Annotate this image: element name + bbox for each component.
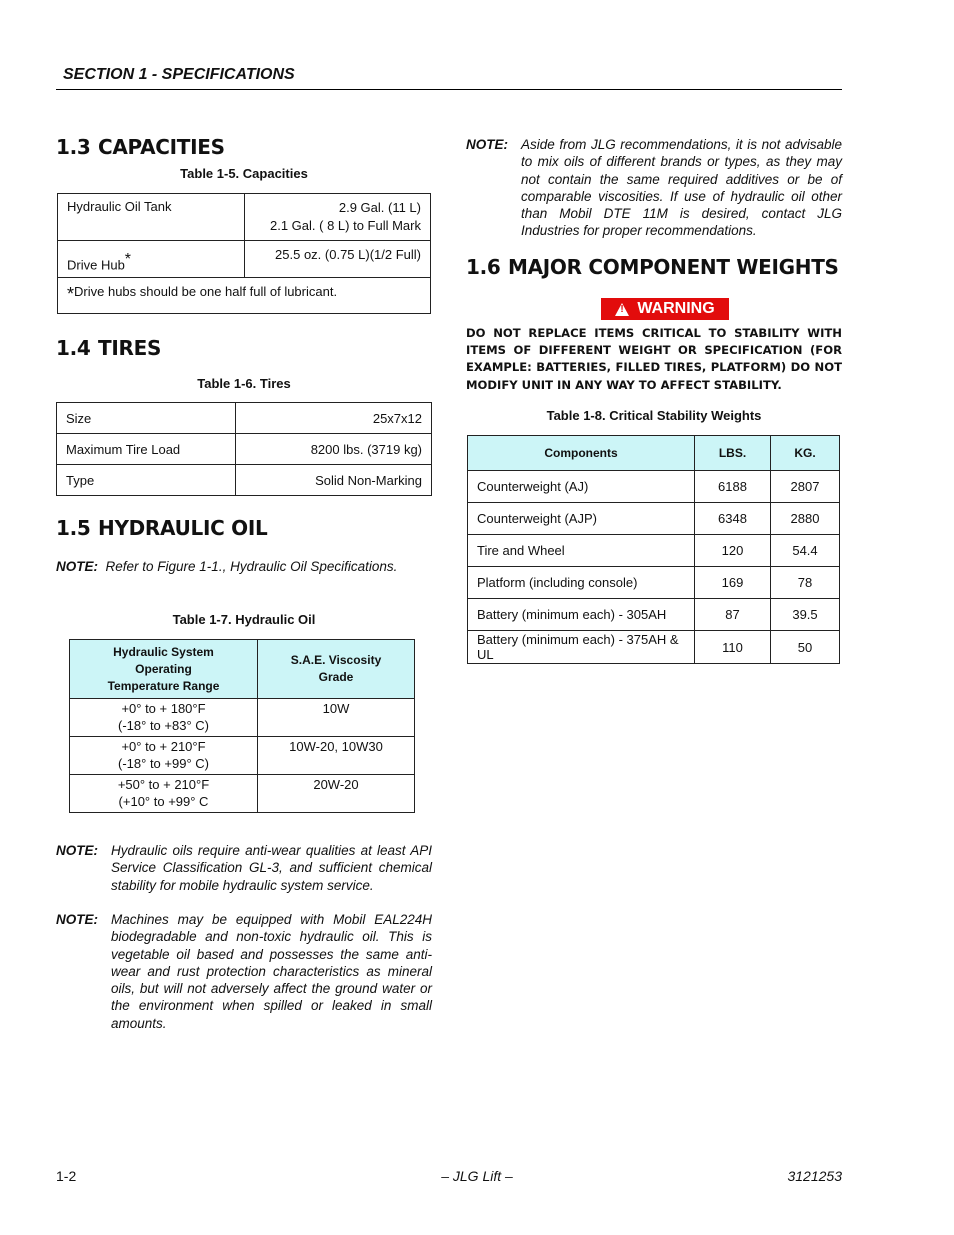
table-row — [468, 535, 840, 567]
heading-capacities — [56, 135, 225, 159]
table-row — [70, 737, 415, 775]
tire-label: Size — [57, 403, 236, 434]
note-label: NOTE: — [56, 843, 98, 858]
header-line: Temperature Range — [107, 678, 220, 693]
tire-label: Maximum Tire Load — [57, 434, 236, 465]
temp-range — [70, 737, 258, 775]
note-text: Refer to Figure 1-1., Hydraulic Oil Specifications. — [105, 559, 398, 574]
header-components: Components — [468, 436, 695, 471]
table-header-row — [468, 436, 840, 471]
note-biodegradable-oil — [56, 911, 432, 1032]
weight-lbs: 6188 — [695, 471, 771, 503]
weight-kg: 39.5 — [771, 599, 840, 631]
viscosity-grade: 20W-20 — [258, 775, 415, 813]
weight-kg: 50 — [771, 631, 840, 664]
cap-value-line: 2.1 Gal. ( 8 L) to Full Mark — [270, 218, 421, 233]
range-line: (-18° to +99° C) — [118, 756, 209, 771]
weight-kg: 54.4 — [771, 535, 840, 567]
header-temp-range — [70, 640, 258, 699]
component-name: Battery (minimum each) - 305AH — [468, 599, 695, 631]
table-row — [57, 434, 432, 465]
table-row — [468, 503, 840, 535]
component-name: Tire and Wheel — [468, 535, 695, 567]
note-api-classification — [56, 842, 432, 894]
table-row — [57, 403, 432, 434]
note-label: NOTE: — [56, 559, 98, 574]
component-name: Battery (minimum each) - 375AH & UL — [468, 631, 695, 664]
warning-banner — [601, 298, 729, 320]
table-row — [70, 775, 415, 813]
capacities-table — [57, 193, 431, 314]
heading-text: HYDRAULIC OIL — [98, 516, 268, 540]
table-caption-hydraulic-oil: Table 1-7. Hydraulic Oil — [172, 612, 316, 627]
hydraulic-oil-table — [69, 639, 415, 813]
range-line: +0° to + 210°F — [121, 739, 206, 754]
weight-kg: 78 — [771, 567, 840, 599]
table-row — [70, 699, 415, 737]
section-header: SECTION 1 - SPECIFICATIONS — [63, 66, 295, 83]
warning-triangle-icon — [615, 303, 629, 316]
viscosity-grade: 10W-20, 10W30 — [258, 737, 415, 775]
heading-text: MAJOR COMPONENT WEIGHTS — [508, 255, 839, 279]
table-row — [58, 278, 431, 314]
star-marker: * — [67, 284, 75, 305]
table-caption-stability-weights: Table 1-8. Critical Stability Weights — [546, 408, 762, 423]
viscosity-grade: 10W — [258, 699, 415, 737]
heading-hydraulic-oil — [56, 516, 267, 540]
heading-text: TIRES — [98, 336, 162, 360]
temp-range — [70, 775, 258, 813]
weight-kg: 2807 — [771, 471, 840, 503]
weight-lbs: 120 — [695, 535, 771, 567]
header-line: Operating — [135, 661, 192, 676]
header-kg: KG. — [771, 436, 840, 471]
tires-table — [56, 402, 432, 496]
table-row — [58, 194, 431, 241]
star-marker: * — [124, 251, 132, 268]
tire-label: Type — [57, 465, 236, 496]
range-line: +50° to + 210°F — [117, 777, 210, 792]
table-row — [468, 567, 840, 599]
page-number: 1-2 — [56, 1168, 77, 1184]
cap-value: 25.5 oz. (0.75 L)(1/2 Full) — [245, 241, 431, 278]
footer-title: – JLG Lift – — [441, 1168, 513, 1184]
warning-label: WARNING — [637, 300, 715, 317]
note-label: NOTE: — [56, 912, 98, 927]
weight-lbs: 6348 — [695, 503, 771, 535]
header-line: Grade — [318, 670, 354, 684]
heading-number: 1.6 — [466, 255, 501, 279]
document-number: 3121253 — [787, 1168, 842, 1184]
cap-value — [245, 194, 431, 241]
note-label: NOTE: — [466, 137, 508, 152]
component-name: Platform (including console) — [468, 567, 695, 599]
range-line: (-18° to +83° C) — [118, 718, 209, 733]
component-name: Counterweight (AJ) — [468, 471, 695, 503]
table-caption-capacities: Table 1-5. Capacities — [180, 166, 308, 181]
table-caption-tires: Table 1-6. Tires — [197, 376, 291, 391]
heading-number: 1.5 — [56, 516, 91, 540]
tire-value: 25x7x12 — [236, 403, 432, 434]
weight-lbs: 87 — [695, 599, 771, 631]
heading-number: 1.4 — [56, 336, 91, 360]
cap-label: Hydraulic Oil Tank — [58, 194, 245, 241]
heading-tires — [56, 336, 161, 360]
table-row — [468, 599, 840, 631]
note-mixing-oils — [466, 136, 842, 240]
stability-weights-table — [467, 435, 840, 664]
weight-lbs: 110 — [695, 631, 771, 664]
tire-value: 8200 lbs. (3719 kg) — [236, 434, 432, 465]
heading-number: 1.3 — [56, 135, 91, 159]
range-line: +0° to + 180°F — [121, 701, 206, 716]
warning-text: DO NOT REPLACE ITEMS CRITICAL TO STABILITY WITH ITEMS OF DIFFERENT WEIGHT OR SPECIFICATION (FOR EXAMPLE: BATTERIES, FILLED TIRES, PLATFORM) DO NOT MODIFY UNIT IN ANY WAY TO AFFECT STABILITY. — [466, 326, 842, 392]
component-name: Counterweight (AJP) — [468, 503, 695, 535]
range-line: (+10° to +99° C — [118, 794, 209, 809]
table-header-row — [70, 640, 415, 699]
note-text: Aside from JLG recommendations, it is not advisable to mix oils of different brands or types, as they may not contain the same required additives or be of comparable viscosities. If use of hydraulic oil other than Mobil DTE 11M is desired, contact JLG Industries for proper recommendations. — [521, 137, 842, 239]
table-row — [58, 241, 431, 278]
weight-lbs: 169 — [695, 567, 771, 599]
heading-component-weights — [466, 255, 839, 279]
note-text: Machines may be equipped with Mobil EAL224H biodegradable and non-toxic hydraulic oil. This is vegetable oil based and possesses the same anti-wear and rust protection characteristics as mineral oils, but will not adversely affect the ground water or the environment when spilled or leaked in small amounts. — [111, 912, 432, 1031]
cap-value-line: 2.9 Gal. (11 L) — [338, 200, 421, 215]
table-row — [468, 471, 840, 503]
note-text: Hydraulic oils require anti-wear qualities at least API Service Classification GL-3, and sufficient chemical stability for mobile hydraulic system service. — [111, 843, 432, 893]
heading-text: CAPACITIES — [98, 135, 225, 159]
table-row — [468, 631, 840, 664]
header-lbs: LBS. — [695, 436, 771, 471]
header-line: Hydraulic System — [113, 644, 214, 659]
header-line: S.A.E. Viscosity — [290, 653, 382, 667]
cap-label — [58, 241, 245, 278]
header-rule — [56, 89, 842, 90]
temp-range — [70, 699, 258, 737]
header-viscosity — [258, 640, 415, 699]
note-figure-reference — [56, 559, 397, 574]
cap-label-text: Drive Hub — [67, 257, 125, 273]
cap-footnote — [58, 278, 431, 314]
footnote-text: Drive hubs should be one half full of lubricant. — [74, 284, 338, 300]
tire-value: Solid Non-Marking — [236, 465, 432, 496]
weight-kg: 2880 — [771, 503, 840, 535]
table-row — [57, 465, 432, 496]
